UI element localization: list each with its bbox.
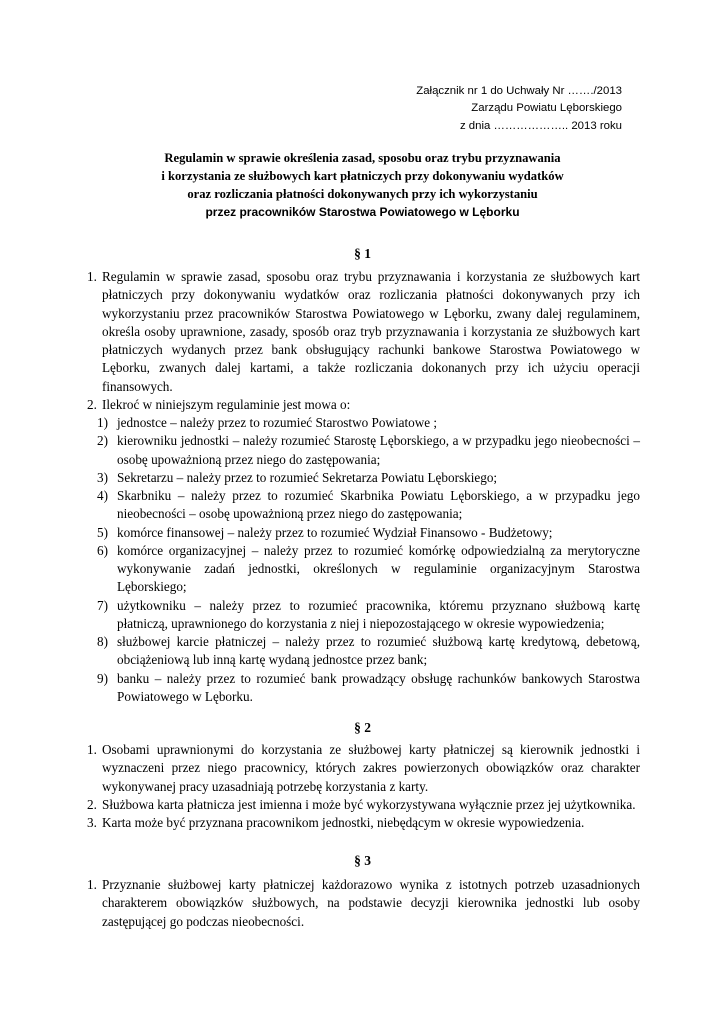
item-text: użytkowniku – należy przez to rozumieć pracownika, któremu przyznano służbową kartę płatniczą, uprawnionego do korzystania z niej i niepozostającego w okresie wypowiedzenia; <box>117 597 640 631</box>
item-text: komórce organizacyjnej – należy przez to rozumieć komórkę odpowiedzialną za merytoryczne wykonywanie zadań jednostki, określonych w regulaminie organizacyjnym Starostwa Lęborskiego; <box>117 542 640 595</box>
paragraph-number: 1. <box>87 877 97 892</box>
title-line-2: i korzystania ze służbowych kart płatniczych przy dokonywaniu wydatków <box>161 168 564 183</box>
item-number: 5) <box>97 524 108 540</box>
definition-item <box>87 524 640 542</box>
item-text: Sekretarzu – należy przez to rozumieć Sekretarza Powiatu Lęborskiego; <box>117 469 498 485</box>
section-1-heading: § 1 <box>354 246 371 261</box>
title-line-4: przez pracowników Starostwa Powiatowego w Lęborku <box>205 204 520 219</box>
item-number: 2) <box>97 433 108 449</box>
item-number: 4) <box>97 488 108 503</box>
definition-item <box>87 487 640 524</box>
definition-item <box>87 469 640 487</box>
paragraph-text: Karta może być przyznana pracownikom jednostki, niebędącym w okresie wypowiedzenia. <box>102 815 585 830</box>
paragraph-2-2 <box>87 796 640 814</box>
definition-item <box>87 542 640 597</box>
paragraph-number: 2. <box>87 796 97 812</box>
annex-line-1: Załącznik nr 1 do Uchwały Nr ……./2013 <box>416 85 622 97</box>
title-line-3: oraz rozliczania płatności dokonywanych przy ich wykorzystaniu <box>187 186 538 201</box>
paragraph-number: 3. <box>87 815 97 830</box>
item-number: 8) <box>97 634 108 649</box>
paragraph-2-3 <box>87 814 640 832</box>
item-number: 6) <box>97 542 108 558</box>
item-text: służbowej karcie płatniczej – należy przez to rozumieć służbową kartę kredytową, debetową, obciążeniową lub inną kartę wydaną jednostce przez bank; <box>117 634 640 668</box>
annex-header <box>416 83 622 135</box>
definition-item <box>87 633 640 670</box>
paragraph-number: 2. <box>87 396 97 412</box>
definition-item <box>87 597 640 634</box>
paragraph-number: 1. <box>87 742 97 757</box>
paragraph-1-2 <box>87 396 640 414</box>
item-text: banku – należy przez to rozumieć bank prowadzący obsługę rachunków bankowych Starostwa Powiatowego w Lęborku. <box>117 670 640 704</box>
annex-line-3: z dnia ……………….. 2013 roku <box>459 119 622 132</box>
item-text: Skarbniku – należy przez to rozumieć Skarbnika Powiatu Lęborskiego, a w przypadku jego nieobecności – osobę upoważnioną przez niego do zastępowania; <box>117 488 640 522</box>
section-3-heading: § 3 <box>354 853 371 868</box>
section-2-heading: § 2 <box>354 720 371 735</box>
item-number: 9) <box>97 670 108 686</box>
definition-item <box>87 432 640 469</box>
paragraph-text: Przyznanie służbowej karty płatniczej każdorazowo wynika z istotnych potrzeb uzasadnionych charakterem obowiązków służbowych, na podstawie decyzji kierownika jednostki lub osoby zastępującej go podczas nieobecności. <box>102 877 640 929</box>
paragraph-2-1 <box>87 741 640 796</box>
paragraph-text: Służbowa karta płatnicza jest imienna i może być wykorzystywana wyłącznie przez jej użytkownika. <box>102 796 636 812</box>
document-title <box>0 150 725 222</box>
item-number: 3) <box>97 469 108 485</box>
paragraph-3-1 <box>87 876 640 931</box>
paragraph-text: Osobami uprawnionymi do korzystania ze służbowej karty płatniczej są kierownik jednostki i wyznaczeni przez niego pracownicy, których zakres powierzonych obowiązków oraz charakter wykonywanej pracy uzasadniają potrzebę korzystania z karty. <box>102 742 640 794</box>
section-1-body <box>87 268 640 706</box>
paragraph-number: 1. <box>87 269 97 284</box>
item-text: kierowniku jednostki – należy rozumieć Starostę Lęborskiego, a w przypadku jego nieobecności – osobę upoważnioną przez niego do zastępowania; <box>117 433 640 467</box>
annex-line-2: Zarządu Powiatu Lęborskiego <box>471 102 622 115</box>
definition-item <box>87 670 640 707</box>
paragraph-text: Ilekroć w niniejszym regulaminie jest mowa o: <box>102 396 351 412</box>
section-3-body <box>87 876 640 931</box>
definition-item <box>87 414 640 432</box>
paragraph-1-1 <box>87 268 640 396</box>
section-2-body <box>87 741 640 832</box>
title-line-1: Regulamin w sprawie określenia zasad, sposobu oraz trybu przyznawania <box>164 151 561 165</box>
item-text: jednostce – należy przez to rozumieć Starostwo Powiatowe ; <box>117 415 438 430</box>
item-text: komórce finansowej – należy przez to rozumieć Wydział Finansowo - Budżetowy; <box>117 524 553 540</box>
item-number: 7) <box>97 597 108 613</box>
paragraph-text: Regulamin w sprawie zasad, sposobu oraz trybu przyznawania i korzystania ze służbowych kart płatniczych przy dokonywaniu wydatków oraz rozliczania płatności dokonywanych przy ich wykorzystaniu przez pracowników Starostwa Powiatowego w Lęborku, zwany dalej regulaminem, określa osoby uprawnione, zasady, sposób oraz tryb przyznawania i korzystania ze służbowych kart płatniczych wydanych przez bank obsługujący rachunki bankowe Starostwa Powiatowego w Lęborku, zwanych dalej kartami, a także rozliczania dokonanych przy ich użyciu operacji finansowych. <box>102 269 640 394</box>
item-number: 1) <box>97 415 108 430</box>
